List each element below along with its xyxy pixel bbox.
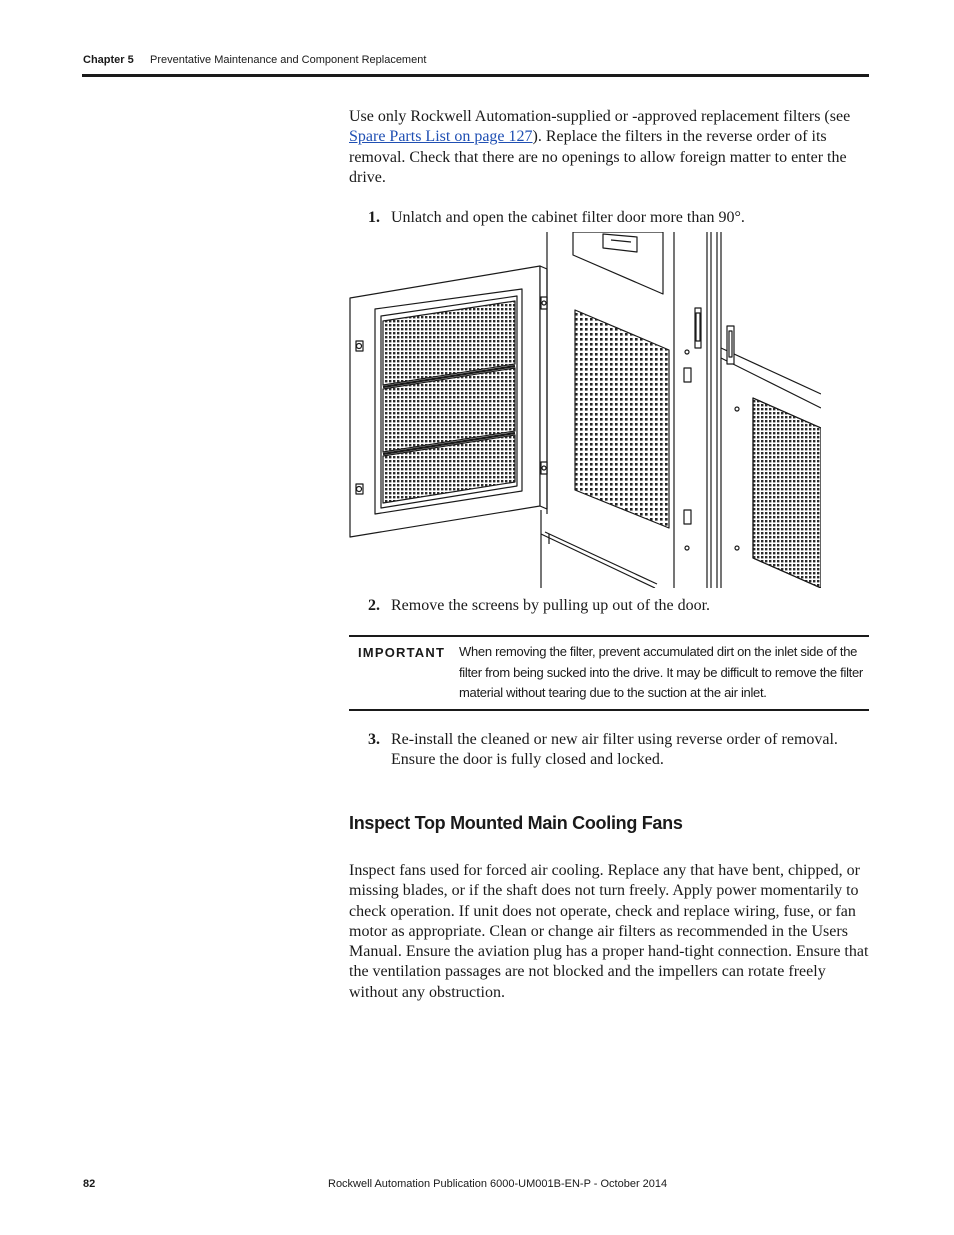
filter-door-figure [349, 232, 821, 588]
intro-paragraph [349, 107, 871, 188]
step-text: Remove the screens by pulling up out of the door. [391, 597, 711, 614]
header-rule [82, 74, 869, 77]
step-text: Re-install the cleaned or new air filter using reverse order of removal. Ensure the door is fully closed and locked. [391, 731, 838, 768]
publication-info: Rockwell Automation Publication 6000-UM001B-EN-P - October 2014 [328, 1178, 668, 1190]
page-number: 82 [83, 1178, 96, 1190]
intro-text-after: ). Replace the filters in the reverse order of its removal. Check that there are no openings to allow foreign matter to enter the drive. [349, 128, 847, 186]
important-text: When removing the filter, prevent accumulated dirt on the inlet side of the filter from being sucked into the drive. It may be difficult to remove the filter material without tearing due to the suction at the air inlet. [459, 644, 863, 700]
important-label: IMPORTANT [358, 645, 446, 660]
step-number: 2. [368, 597, 380, 614]
step-number: 1. [368, 209, 380, 226]
step-number: 3. [368, 731, 380, 748]
section-heading: Inspect Top Mounted Main Cooling Fans [349, 813, 683, 833]
important-top-rule [349, 635, 869, 637]
spare-parts-link[interactable]: Spare Parts List on page 127 [349, 128, 533, 146]
important-bottom-rule [349, 709, 869, 711]
chapter-title: Preventative Maintenance and Component Replacement [150, 54, 427, 66]
intro-text-before: Use only Rockwell Automation-supplied or -approved replacement filters (see [349, 108, 851, 125]
section-body: Inspect fans used for forced air cooling. Replace any that have bent, chipped, or missing blades, or if the shaft does not turn freely. Apply power momentarily to check operation. If unit does not operate, check and replace wiring, fuse, or fan motor as appropriate. Clean or change air filters as recommended in the Users Manual. Ensure the aviation plug has a proper hand-tight connection. Ensure that the ventilation passages are not blocked and the impellers can rotate freely without any obstruction. [349, 862, 869, 1001]
filter-door-drawing [349, 232, 821, 588]
step-text: Unlatch and open the cabinet filter door more than 90°. [391, 209, 745, 226]
chapter-label: Chapter 5 [83, 54, 134, 66]
